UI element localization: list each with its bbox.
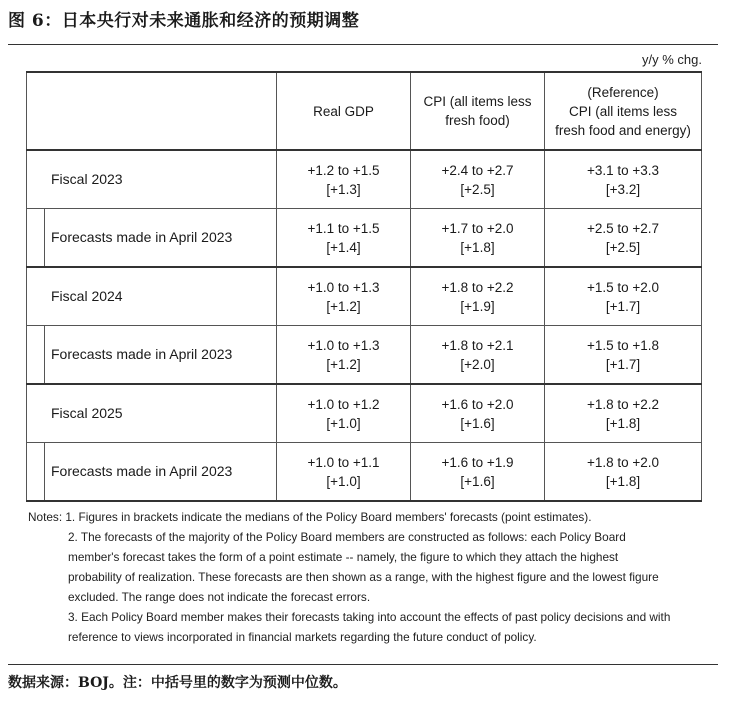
note-2-line-1: 2. The forecasts of the majority of the Policy Board members are constructed as follows: each Policy Board xyxy=(68,530,626,544)
table-row xyxy=(27,150,702,209)
row-label: Forecasts made in April 2023 xyxy=(45,209,277,268)
cpi-cell: +1.6 to +1.9 [+1.6] xyxy=(411,443,545,502)
note-1: Notes: 1. Figures in brackets indicate the medians of the Policy Board members' forecasts (point estimates). xyxy=(28,510,592,524)
table-notes xyxy=(28,507,698,647)
core-cpi-cell: +1.8 to +2.0 [+1.8] xyxy=(545,443,702,502)
cpi-cell: +1.8 to +2.1 [+2.0] xyxy=(411,326,545,385)
source-note: 数据来源：BOJ。注：中括号里的数字为预测中位数。 xyxy=(8,675,347,691)
cpi-cell: +1.8 to +2.2 [+1.9] xyxy=(411,267,545,326)
cpi-cell: +1.6 to +2.0 [+1.6] xyxy=(411,384,545,443)
note-3-line-1: 3. Each Policy Board member makes their forecasts taking into account the effects of past policy decisions and with xyxy=(68,610,671,624)
header-blank-cell xyxy=(27,72,277,150)
gdp-cell: +1.0 to +1.3 [+1.2] xyxy=(277,326,411,385)
unit-label: y/y % chg. xyxy=(642,52,702,67)
note-3-line-2: reference to views incorporated in financial markets regarding the future conduct of policy. xyxy=(68,630,537,644)
forecast-table xyxy=(26,71,702,502)
cpi-cell: +1.7 to +2.0 [+1.8] xyxy=(411,209,545,268)
top-divider xyxy=(8,44,718,45)
table-row xyxy=(27,443,702,502)
note-2-line-3: probability of realization. These forecasts are then shown as a range, with the highest figure and the lowest figure xyxy=(68,570,659,584)
header-reference-cpi: (Reference) CPI (all items less fresh food and energy) xyxy=(545,72,702,150)
note-2-line-2: member's forecast takes the form of a point estimate -- namely, the figure to which they attach the highest xyxy=(68,550,619,564)
gdp-cell: +1.2 to +1.5 [+1.3] xyxy=(277,150,411,209)
figure-title: 图 6：日本央行对未来通胀和经济的预期调整 xyxy=(8,11,360,31)
indent-cell xyxy=(27,209,45,268)
gdp-cell: +1.0 to +1.1 [+1.0] xyxy=(277,443,411,502)
bottom-divider xyxy=(8,664,718,665)
row-label: Forecasts made in April 2023 xyxy=(45,326,277,385)
core-cpi-cell: +1.5 to +2.0 [+1.7] xyxy=(545,267,702,326)
table-row xyxy=(27,326,702,385)
core-cpi-cell: +2.5 to +2.7 [+2.5] xyxy=(545,209,702,268)
indent-cell xyxy=(27,326,45,385)
table-row xyxy=(27,384,702,443)
core-cpi-cell: +1.5 to +1.8 [+1.7] xyxy=(545,326,702,385)
note-2-line-4: excluded. The range does not indicate the forecast errors. xyxy=(68,590,371,604)
table-row xyxy=(27,209,702,268)
core-cpi-cell: +1.8 to +2.2 [+1.8] xyxy=(545,384,702,443)
gdp-cell: +1.0 to +1.2 [+1.0] xyxy=(277,384,411,443)
header-cpi: CPI (all items less fresh food) xyxy=(411,72,545,150)
row-label: Forecasts made in April 2023 xyxy=(45,443,277,502)
table-header-row xyxy=(27,72,702,150)
row-label: Fiscal 2023 xyxy=(27,150,277,209)
cpi-cell: +2.4 to +2.7 [+2.5] xyxy=(411,150,545,209)
core-cpi-cell: +3.1 to +3.3 [+3.2] xyxy=(545,150,702,209)
indent-cell xyxy=(27,443,45,502)
header-real-gdp: Real GDP xyxy=(277,72,411,150)
table-row xyxy=(27,267,702,326)
gdp-cell: +1.0 to +1.3 [+1.2] xyxy=(277,267,411,326)
row-label: Fiscal 2025 xyxy=(27,384,277,443)
gdp-cell: +1.1 to +1.5 [+1.4] xyxy=(277,209,411,268)
row-label: Fiscal 2024 xyxy=(27,267,277,326)
